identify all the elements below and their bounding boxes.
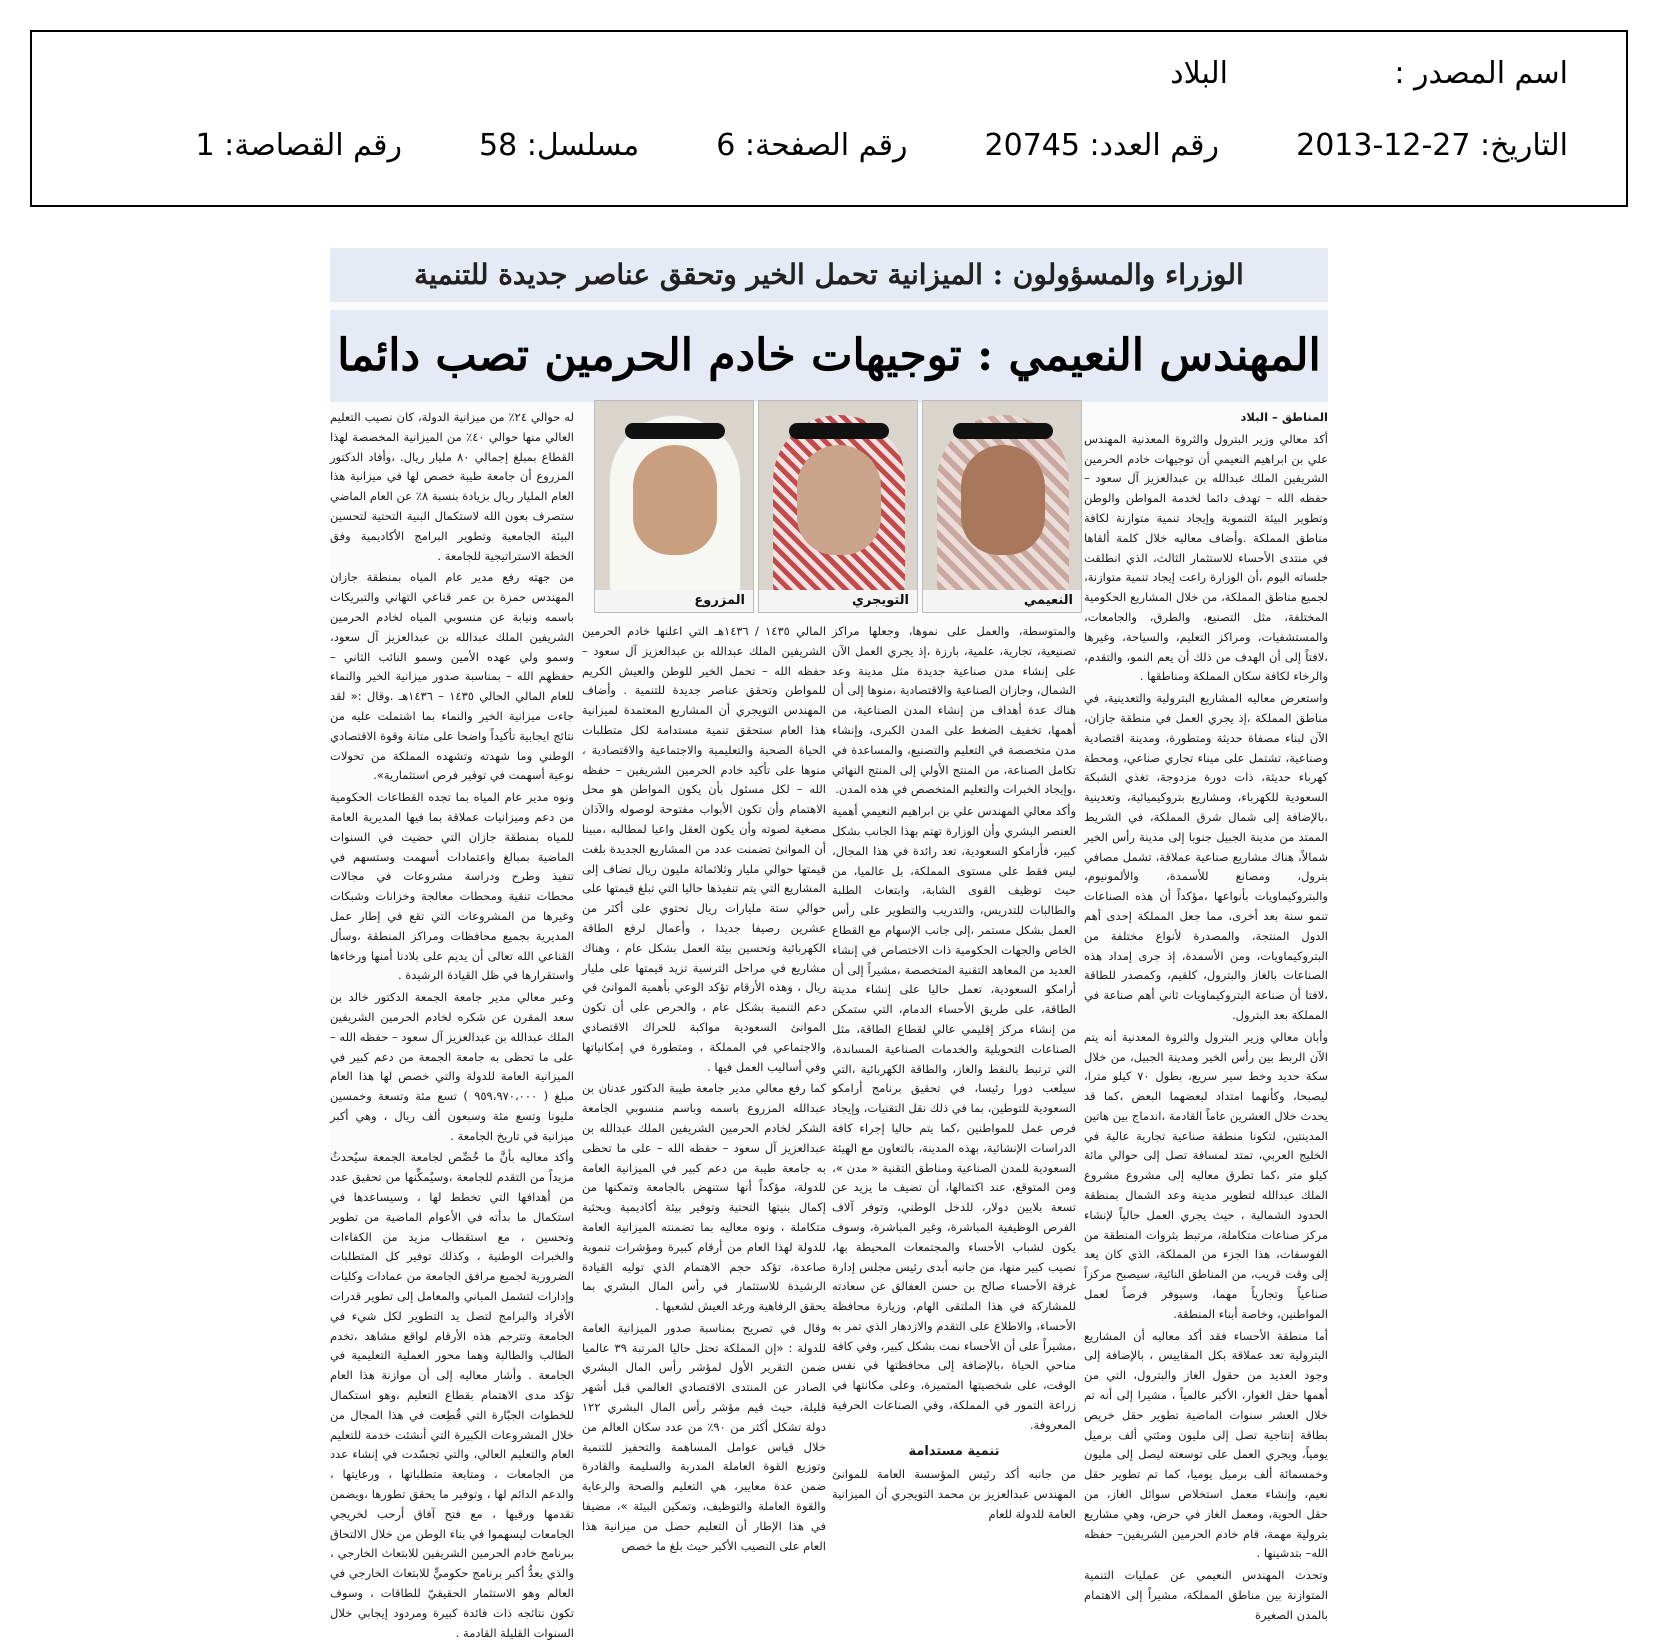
clipping-info-box <box>30 30 1628 207</box>
article-column-4 <box>330 408 575 1640</box>
issue-label: رقم العدد: <box>1089 128 1220 163</box>
serial-label: مسلسل: <box>526 128 640 163</box>
source-label: اسم المصدر : <box>1394 56 1568 91</box>
clipping-meta-line <box>196 128 1569 163</box>
paragraph: ونوه مدير عام المياه بما تجده القطاعات الحكومية من دعم وميزانيات عملاقة بما فيها المديرية العامة للمياه بمنطقة جازان التي حضيت في السنوات الماضية بمبالغ واعتمادات أسهمت وستسهم في تنفيذ وطرح ودراسة مشروعات في مجالات محطات تنقية ومحطات معالجة وخزانات وشبكات وغيرها من المشروعات التي تقع في إطار عمل المديرية بجميع محافظات ومراكز المنطقة ،وسأل القناعي الله تعالى أن يديم على بلادنا أمنها ورخاءها واستقرارها في ظل القيادة الرشيدة . <box>330 790 574 983</box>
newspaper-clipping <box>330 248 1328 1640</box>
paragraph: أكد معالي وزير البترول والثروة المعدنية المهندس علي بن ابراهيم النعيمي أن توجيهات خادم الحرمين الشريفين الملك عبدالله بن عبدالعزيز آل سعود – حفظه الله – تهدف دائما لخدمة المواطن والوطن وتطوير البيئة التنموية وإيجاد تنمية متوازنة لكافة مناطق المملكة .وأضاف معاليه خلال كلمة ألقاها في منتدى الأحساء للاستثمار الثالث، الذي انطلقت جلساته اليوم ،أن الوزارة راعت إيجاد تنمية متوازنة، لجميع مناطق المملكة، من خلال المشاريع الحكومية المختلفة، مثل التصنيع، والطرق، والجامعات، والمستشفيات، ومراكز التعليم، والسياحة، وغيرها ،لافتاً إلى أن الهدف من ذلك أن يعم النمو، والتقدم، والرخاء لكافة سكان المملكة ومناطقها . <box>1084 431 1328 684</box>
article-column-1 <box>1084 408 1328 1622</box>
paragraph: وتحدث المهندس النعيمي عن عمليات التنمية المتوازنة بين مناطق المملكة، مشيراً إلى الاهتمام بالمدن الصغيرة <box>1084 1568 1328 1622</box>
paragraph: وأكد معاليه بأنَّ ما خُصِّص لجامعة الجمعة سيُحدثُ مزيداً من التقدم للجامعة ،وسيُمكِّنها من تحقيق عدد من أهدافها التي تخطط لها ، وسيساعدها في استكمال ما بدأته في الأعوام الماضية من تطوير وتحسين ، مع استقطاب مزيد من الكفاءات والخبرات الوطنية ، وكذلك توفير كل المتطلبات الضرورية لجميع مرافق الجامعة من عمادات وكليات وإدارات لتشمل المباني والمعامل إلى تطوير قدرات الأفراد والبرامج لتصل يد التطوير لكل شيء في الجامعة وتترجم هذه الأرقام لواقع مشاهد ،تخدم الطالب والطالبة وهما محور العملية التعليمية في الجامعة . وأشار معاليه إلى أن موازنة هذا العام تؤكد مدى الاهتمام بقطاع التعليم ،وهو استكمال للخطوات الجبّارة التي قُطِعت في هذا المجال من خلال المشروعات الكبيرة التي أنشئت خدمة للتعليم العام والتعليم العالي، والتي تجسّدت في إنشاء عدد من الجامعات ، ومتابعة متطلباتها ، ورعايتها ، والدعم الدائم لها ، وتوفير ما يحقق تطورها ،ويضمن تقدمها ورقيها ، مع فتح آفاق أرحب لخريجي الجامعات ليسهموا في بناء الوطن من خلال الالتحاق ببرنامج خادم الحرمين الشريفين للابتعاث الخارجي ، والذي يعدُّ أكبر برنامج حكوميٍّ للابتعاث الخارجي في العالم وهو الاستثمار الحقيقيّ للطاقات ، وسوف تكون نتائجه ذات فائدة كبيرة ومردود إيجابي خلال السنوات القليلة القادمة . <box>330 1150 574 1640</box>
photo-tuwaijri <box>758 400 918 613</box>
paragraph: وقال في تصريح بمناسبة صدور الميزانية العامة للدولة : «إن المملكة تحتل حاليا المرتبة ٣٩ عالميا ضمن التقرير الأول لمؤشر رأس المال البشري الصادر عن المنتدى الاقتصادي العالمي قبل أشهر قليلة، حيث قيم مؤشر رأس المال البشري ١٢٢ دولة تشكل أكثر من ٩٠٪ من عدد سكان العالم من خلال قياس عوامل المساهمة والتحفيز للتنمية وتوزيع القوة العاملة المدربة والسليمة والقادرة ضمن عدة معايير، هي التعليم والصحة والرعاية والقوة العاملة والتوظيف، وتمكين البيئة »، مضيفا في هذا الإطار أن التعليم حصل من ميزانية هذا العام على النصيب الأكبر حيث بلغ ما خصص <box>582 1320 826 1553</box>
clip-number-value: 1 <box>195 128 215 163</box>
date-value: 2013-12-27 <box>1296 128 1471 163</box>
paragraph: والمتوسطة، والعمل على نموها، وجعلها مراكز تصنيعية، تجارية، علمية، بارزة ،إذ يجري العمل الآن على إنشاء مدن صناعية جديدة مثل مدينة وعد الشمال، وجازان الصناعية والاقتصادية ،منوها إلى أن هناك عدة أهداف من إنشاء المدن الصناعية، من أهمها، تخفيف الضغط على المدن الكبرى، وإنشاء مدن متخصصة في التعليم والتصنيع، والمساعدة في تكامل الصناعة، من المنتج الأولي إلى المنتج النهائي ،وإيجاد الخبرات والتعليم المتخصص في هذه المدن. <box>832 624 1076 797</box>
photo-strip <box>586 400 1082 613</box>
source-value: البلاد <box>1170 56 1228 91</box>
paragraph: وعبر معالي مدير جامعة الجمعة الدكتور خالد بن سعد المقرن عن شكره لخادم الحرمين الشريفين الملك عبدالله بن عبدالعزيز آل سعود – حفظه الله – على ما تحظى به جامعة الجمعة من دعم كبير في الميزانية العامة للدولة والتي خصص لها هذا العام مبلغ ( ٩٥٩،٩٧٠،٠٠٠ ) تسع مئة وتسعة وخمسين مليونا وتسع مئة وسبعون ألف ريال ، وهي أكبر ميزانية في تاريخ الجامعة . <box>330 990 574 1143</box>
agal-shape <box>953 423 1053 439</box>
paragraph: من جانبه أكد رئيس المؤسسة العامة للموانئ المهندس عبدالعزيز بن محمد التويجري أن الميزانية العامة للدولة للعام <box>832 1467 1076 1522</box>
face-shape <box>961 445 1045 555</box>
paragraph: المالي ١٤٣٥ / ١٤٣٦هـ التي اعلنها خادم الحرمين الشريفين الملك عبدالله بن عبدالعزيز آل سعود – حفظه الله – تحمل الخير للوطن والعيش الكريم للمواطن وتحقق عناصر جديدة للتنمية . وأضاف المهندس التويجري أن المشاريع المعتمدة لميزانية هذا العام ستحقق تنمية مستدامة لكل متطلبات الحياة الصحية والتعليمية والاجتماعية والاقتصادية ، منوها على تأكيد خادم الحرمين الشريفين – حفظه الله – لكل مسئول بأن يكون المواطن هو محل الاهتمام وأن تكون الأبواب مفتوحة لوصوله والآذان مصغية لصوته وأن يكون العقل واعيا لمطالبه ،مبينا أن الموانئ تضمنت عدد من المشاريع الجديدة بلغت قيمتها حوالي مليار وثلاثمائة مليون ريال تضاف إلى المشاريع التي يتم تنفيذها حاليا التي تبلغ قيمتها على حوالي ستة مليارات ريال تحتوي على أكثر من عشرين رصيفا جديدا ، وأعمال لرفع الطاقة الكهربائية وتحسين بيئة العمل بشكل عام ، وهناك مشاريع في مراحل الترسية تزيد قيمتها على مليار ريال ، وهذه الأرقام تؤكد الوعي بأهمية الموانئ في دعم التنمية بشكل عام ، والحرص على أن تكون الموانئ السعودية مواكبة للحراك الاقتصادي والاجتماعي في المملكة ، ومتطورة في إمكانياتها وفي أساليب العمل فيها . <box>582 624 827 1074</box>
face-shape <box>633 445 717 555</box>
article-headline: المهندس النعيمي : توجيهات خادم الحرمين تصب دائما <box>330 310 1328 402</box>
photo-caption: النعيمي <box>923 590 1081 612</box>
agal-shape <box>789 423 889 439</box>
article-subhead: تنمية مستدامة <box>908 1443 1000 1459</box>
agal-shape <box>625 423 725 439</box>
paragraph: أما منطقة الأحساء فقد أكد معاليه أن المشاريع البترولية تعد عملاقة بكل المقاييس ، بالإضافة إلى وجود العديد من حقول الغاز والبترول، التي من أهمها حقل الغوار، الأكبر عالمياً ، مشيرا إلى أنه تم خلال العشر سنوات الماضية تطوير حقل خريص بطاقة إنتاجية تصل إلى مليون ومئتي ألف برميل يومياً، ويجري العمل على توسعته ليصل إلى مليون وخمسمائة ألف برميل يوميا، كما تم تطوير حقل نعيم، وإنشاء معمل استخلاص سوائل الغاز، من حقل الحوية، ومعمل الغاز في حرض، وهي مشاريع بترولية مهمة، قام خادم الحرمين الشريفين– حفظه الله– بتدشينها . <box>1084 1328 1328 1561</box>
paragraph: له حوالي ٢٤٪ من ميزانية الدولة، كان نصيب التعليم العالي منها حوالي ٤٠٪ من الميزانية المخصصة لهذا القطاع بمبلغ إجمالي ٨٠ مليار ريال. ،وأفاد الدكتور المزروع أن جامعة طيبة خصص لها في ميزانية هذا العام المليار ريال بزيادة بنسبة ٨٪ عن العام الماضي ستصرف بعون الله لاستكمال البنية التحتية لتحسين البيئة الجامعية وتطوير البرامج الأكاديمية وفق الخطة الاستراتيجية للجامعة . <box>330 410 574 563</box>
paragraph: وأبان معالي وزير البترول والثروة المعدنية أنه يتم الآن الربط بين رأس الخير ومدينة الجبيل، من خلال سكة حديد وخط سير سريع، بطول ٧٠ كيلو مترا، ليصبحا، وكأنهما امتداد لبعضهما البعض ،كما قد يحدث خلال العشرين عاماً القادمة ،اندماج بين هاتين المدينتين، لتكونا منطقة صناعية تجارية عالية في الخليج العربي، تمتد لمسافة تصل إلى حوالي مائة كيلو متر ،كما تطرق معاليه إلى مشروع مشروع الملك عبدالله لتطوير مدينة وعد الشمال بمنطقة الحدود الشمالية ، حيث يجري العمل حالياً لإنشاء مركز صناعات متكاملة، مرتبط بثروات المنطقة من الفوسفات، هذا الجزء من المملكة، الذي كان يعد إلى وقت قريب، من المناطق النائية، سيصبح مركزاً صناعياً وتجارياً مهما، وسيوفر فرصاً لعمل المواطنين، وخاصة أبناء المنطقة. <box>1084 1029 1328 1321</box>
article-dateline: المناطق – البلاد <box>1240 410 1328 424</box>
photo-mazrou <box>594 400 754 613</box>
clip-number-label: رقم القصاصة: <box>224 128 402 163</box>
article-kicker: الوزراء والمسؤولون : الميزانية تحمل الخير وتحقق عناصر جديدة للتنمية <box>330 248 1328 302</box>
paragraph: واستعرض معاليه المشاريع البترولية والتعدينية، في مناطق المملكة ،إذ يجري العمل في منطقة جازان، الآن لبناء مصفاة حديثة ومتطورة، ومدينة اقتصادية وصناعية، تشتمل على ميناء تجاري صناعي، ومحطة كهرباء حديثة، ذات دورة مزدوجة، تغذي الشبكة السعودية للكهرباء، ومشاريع بتروكيميائية، وتعدينية ،بالإضافة إلى شمال شرق المملكة، في الشريط الممتد من مدينة الجبيل جنوبا إلى مدينة رأس الخير شمالاً، هناك مشاريع صناعية عملاقة، تشمل مصافي بترول، ومصانع للأسمدة، والألمونيوم، والبتروكيماويات بأنواعها ،مؤكداً أن هذه الصناعات تنمو سنة بعد أخرى، مما جعل المملكة إحدى أهم الدول المنتجة، والمصدرة لأنواع مختلفة من البتروكيماويات، ومن الأسمدة، إذ جرى إمداد هذه الصناعات بالغاز والبترول، كلقيم، وكمصدر للطاقة ،لافتا أن صناعة البتروكيماويات ثاني أهم صناعة في المملكة بعد البترول. <box>1084 691 1328 1022</box>
article-column-2 <box>832 622 1076 1522</box>
page-label: رقم الصفحة: <box>744 128 908 163</box>
paragraph: كما رفع معالي مدير جامعة طيبة الدكتور عدنان بن عبدالله المزروع باسمه وباسم منسوبي الجامعة الشكر لخادم الحرمين الشريفين الملك عبدالله بن عبدالعزيز آل سعود – حفظه الله – على ما تحظى به جامعة طيبة من دعم كبير في الميزانية العامة للدولة، مؤكداً أنها ستنهض بالجامعة وتمكنها من إكمال بنيتها التحتية وتوفير بيئة أكاديمية وبحثية متكاملة ، ونوه معاليه بما تضمنته الميزانية العامة للدولة لهذا العام من أرقام كبيرة ومؤشرات تنموية صاعدة، تؤكد حجم الاهتمام الذي توليه القيادة الرشيدة للاستثمار في رأس المال البشري بما يحقق الرفاهية ورغد العيش لشعبها . <box>582 1081 826 1314</box>
photo-caption: التويجري <box>759 590 917 612</box>
photo-caption: المزروع <box>595 590 753 612</box>
issue-value: 20745 <box>984 128 1080 163</box>
date-label: التاريخ: <box>1480 128 1568 163</box>
paragraph: من جهته رفع مدير عام المياه بمنطقة جازان المهندس حمزة بن عمر قناعي التهاني والتبريكات باسمه ونيابة عن منسوبي المياه لخادم الحرمين الشريفين الملك عبدالله بن عبدالعزيز آل سعود، وسمو ولي عهده الأمين وسمو النائب الثاني – حفظهم الله – بمناسبة صدور ميزانية الخير والنماء للعام المالي الحالي ١٤٣٥ – ١٤٣٦هـ .وقال :« لقد جاءت ميزانية الخير والنماء بما اشتملت عليه من نتائج ايجابية تأكيداً واضحا على متانة وقوة الاقتصادي الوطني وما شهدته وتشهده المملكة من تحولات نوعية أسهمت في توفير فرص استثمارية». <box>330 570 575 783</box>
face-shape <box>797 445 881 555</box>
photo-naimi <box>922 400 1082 613</box>
paragraph: وأكد معالي المهندس علي بن ابراهيم النعيمي أهمية العنصر البشري وأن الوزارة تهتم بهذا الجانب بشكل كبير، فأرامكو السعودية، تعد رائدة في هذا المجال، ليس فقط على مستوى المملكة، بل عالميا، من حيث توظيف القوى الشابة، وابتعاث الطلبة والطالبات للتدريس، والتدريب والتطوير على رأس العمل بشكل مستمر ،إلى جانب الإسهام مع القطاع الخاص والجهات الحكومية ذات الاختصاص في إنشاء العديد من المعاهد التقنية المتخصصة ،مشيراً إلى أن أرامكو السعودية، تعمل حاليا على إنشاء مدينة الطاقة، على طريق الأحساء الدمام، التي ستمكن من إنشاء مركز إقليمي عالي لقطاع الطاقة، مثل الصناعات التحويلية والخدمات الصناعية المساندة، التي ترتبط بالنفط والغاز، والطاقة الكهربائية ،التي سيلعب دورا رئيسا، في تحقيق برنامج أرامكو السعودية للتوطين، بما في ذلك نقل التقنيات، وإيجاد فرص عمل للمواطنين ،كما يتم حاليا إجراء كافة الدراسات الإنشائية، بهذه المدينة، بالتعاون مع الهيئة السعودية للمدن الصناعية ومناطق التقنية « مدن »، ومن المتوقع، عند اكتمالها، أن تضيف ما يزيد عن تسعة بلايين دولار، للدخل الوطني، وتوفر آلاف الفرص الوظيفية المباشرة، وغير المباشرة، وسوف يكون لشباب الأحساء والمجتمعات المحيطة بها، نصيب كبير منها، من جانبه أبدى رئيس مجلس إدارة غرفة الأحساء صالح بن حسن العفالق عن سعادته للمشاركة في هذا الملتقى الهام، وزيارة محافظة الأحساء، والاطلاع على التقدم والازدهار الذي تمر به ،مشيراً على أن الأحساء نمت بشكل كبير، وفي كافة مناحي الحياة ،بالإضافة إلى محافظتها في نفس الوقت، على شخصيتها المتميزة، وعلى مكانتها في زراعة التمور في المملكة، وفي الصناعات الحرفية المعروفة. <box>832 804 1076 1432</box>
serial-value: 58 <box>479 128 518 163</box>
page-value: 6 <box>716 128 736 163</box>
article-column-3 <box>582 622 827 1553</box>
